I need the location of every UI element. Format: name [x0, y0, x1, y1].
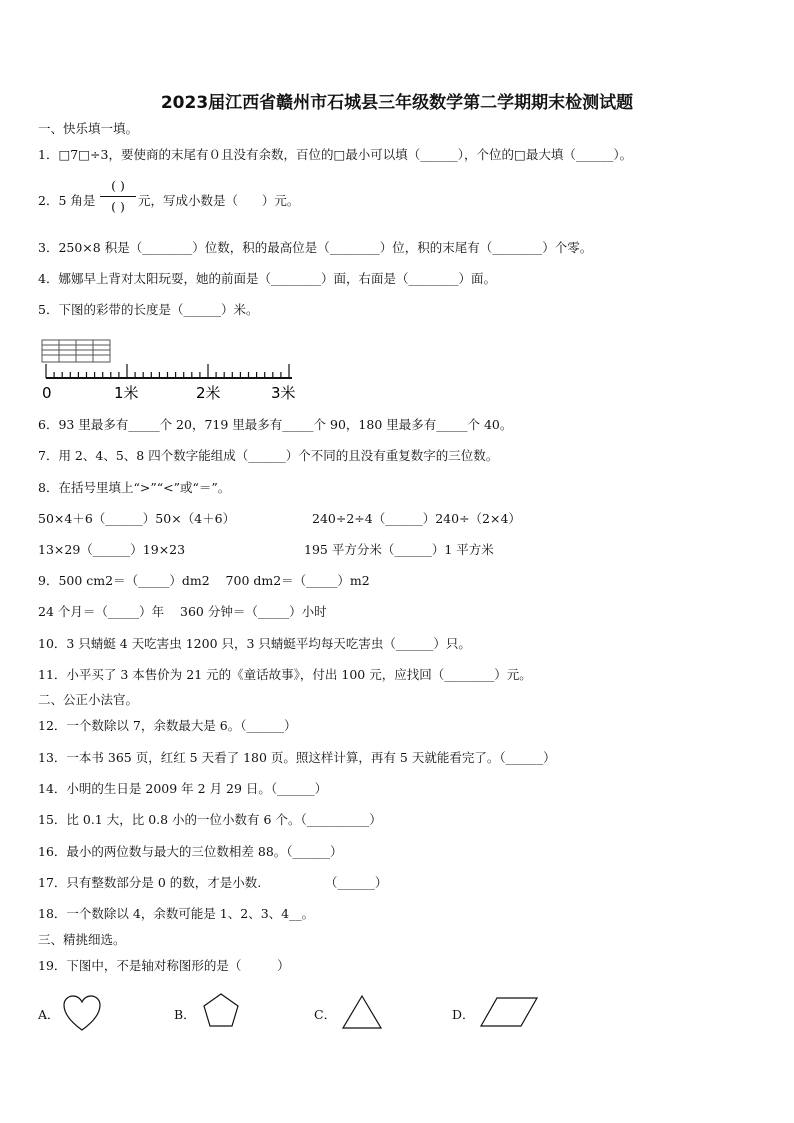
- question-18: 18．一个数除以 4，余数可能是 1、2、3、4__。: [38, 906, 315, 921]
- option-a-label: A．: [38, 1007, 60, 1022]
- ruler-label-1: 1米: [114, 384, 139, 402]
- question-15: 15．比 0.1 大，比 0.8 小的一位小数有 6 个。（__________）: [38, 812, 382, 827]
- question-12: 12．一个数除以 7，余数最大是 6。（______）: [38, 718, 297, 733]
- option-c-label: C．: [314, 1007, 337, 1022]
- ruler-figure: [36, 334, 306, 404]
- question-1: 1．□7□÷3，要使商的末尾有０且没有余数，百位的□最小可以填（______），个位的□最大填（______）。: [38, 147, 633, 162]
- ruler-ticks: [46, 364, 289, 378]
- question-16: 16．最小的两位数与最大的三位数相差 88。（______）: [38, 844, 343, 859]
- question-6: 6．93 里最多有_____个 20，719 里最多有_____个 90，180 里最多有_____个 40。: [38, 417, 513, 432]
- question-8a: 50×4＋6（______）50×（4＋6）: [38, 511, 236, 526]
- fraction-numerator: ( ): [111, 178, 125, 193]
- ruler-label-2: 2米: [196, 384, 221, 402]
- question-9b: 24 个月＝（_____）年 360 分钟＝（_____）小时: [38, 604, 327, 619]
- question-4: 4．娜娜早上背对太阳玩耍，她的前面是（________）面，右面是（________）面。: [38, 271, 496, 286]
- question-8: 8．在括号里填上“>”“<”或“＝”。: [38, 480, 231, 495]
- question-2-prefix: 2．5 角是: [38, 193, 96, 208]
- question-2-suffix: 元，写成小数是（ ）元。: [138, 193, 300, 208]
- ruler-label-0: 0: [42, 384, 52, 402]
- parallelogram-shape: [479, 996, 539, 1028]
- question-7: 7．用 2、4、5、8 四个数字能组成（______）个不同的且没有重复数字的三位数。: [38, 448, 499, 463]
- question-13: 13．一本书 365 页，红红 5 天看了 180 页。照这样计算，再有 5 天就能看完了。（______）: [38, 750, 556, 765]
- fraction-denominator: ( ): [111, 199, 125, 214]
- question-19: 19．下图中，不是轴对称图形的是（ ）: [38, 958, 290, 973]
- question-8c: 13×29（______）19×23: [38, 542, 186, 557]
- ruler-label-3: 3米: [271, 384, 296, 402]
- page-title: 2023届江西省赣州市石城县三年级数学第二学期期末检测试题: [160, 93, 634, 113]
- question-14: 14．小明的生日是 2009 年 2 月 29 日。（______）: [38, 781, 328, 796]
- question-2-fraction: [100, 178, 136, 215]
- question-11: 11．小平买了 3 本售价为 21 元的《童话故事》，付出 100 元，应找回（________）元。: [38, 667, 532, 682]
- fraction-bar: [100, 196, 136, 197]
- question-8d: 195 平方分米（______）1 平方米: [304, 542, 494, 557]
- section-heading-1: 一、快乐填一填。: [38, 121, 139, 136]
- option-b-label: B．: [174, 1007, 196, 1022]
- section-heading-3: 三、精挑细选。: [38, 932, 126, 947]
- ribbon-grid: [42, 340, 110, 362]
- question-10: 10．3 只蜻蜓 4 天吃害虫 1200 只，3 只蜻蜓平均每天吃害虫（______）只。: [38, 636, 471, 651]
- question-5: 5．下图的彩带的长度是（______）米。: [38, 302, 259, 317]
- question-8b: 240÷2÷4（______）240÷（2×4）: [312, 511, 521, 526]
- question-17: 17．只有整数部分是 0 的数，才是小数. （______）: [38, 875, 388, 890]
- option-d-label: D．: [452, 1007, 475, 1022]
- question-3: 3．250×8 积是（________）位数，积的最高位是（________）位，积的末尾有（________）个零。: [38, 240, 593, 255]
- question-9: 9．500 cm2＝（_____）dm2 700 dm2＝（_____）m2: [38, 573, 370, 588]
- heart-shape: [62, 994, 102, 1032]
- pentagon-shape: [202, 992, 240, 1028]
- triangle-shape: [341, 994, 383, 1030]
- section-heading-2: 二、公正小法官。: [38, 692, 139, 707]
